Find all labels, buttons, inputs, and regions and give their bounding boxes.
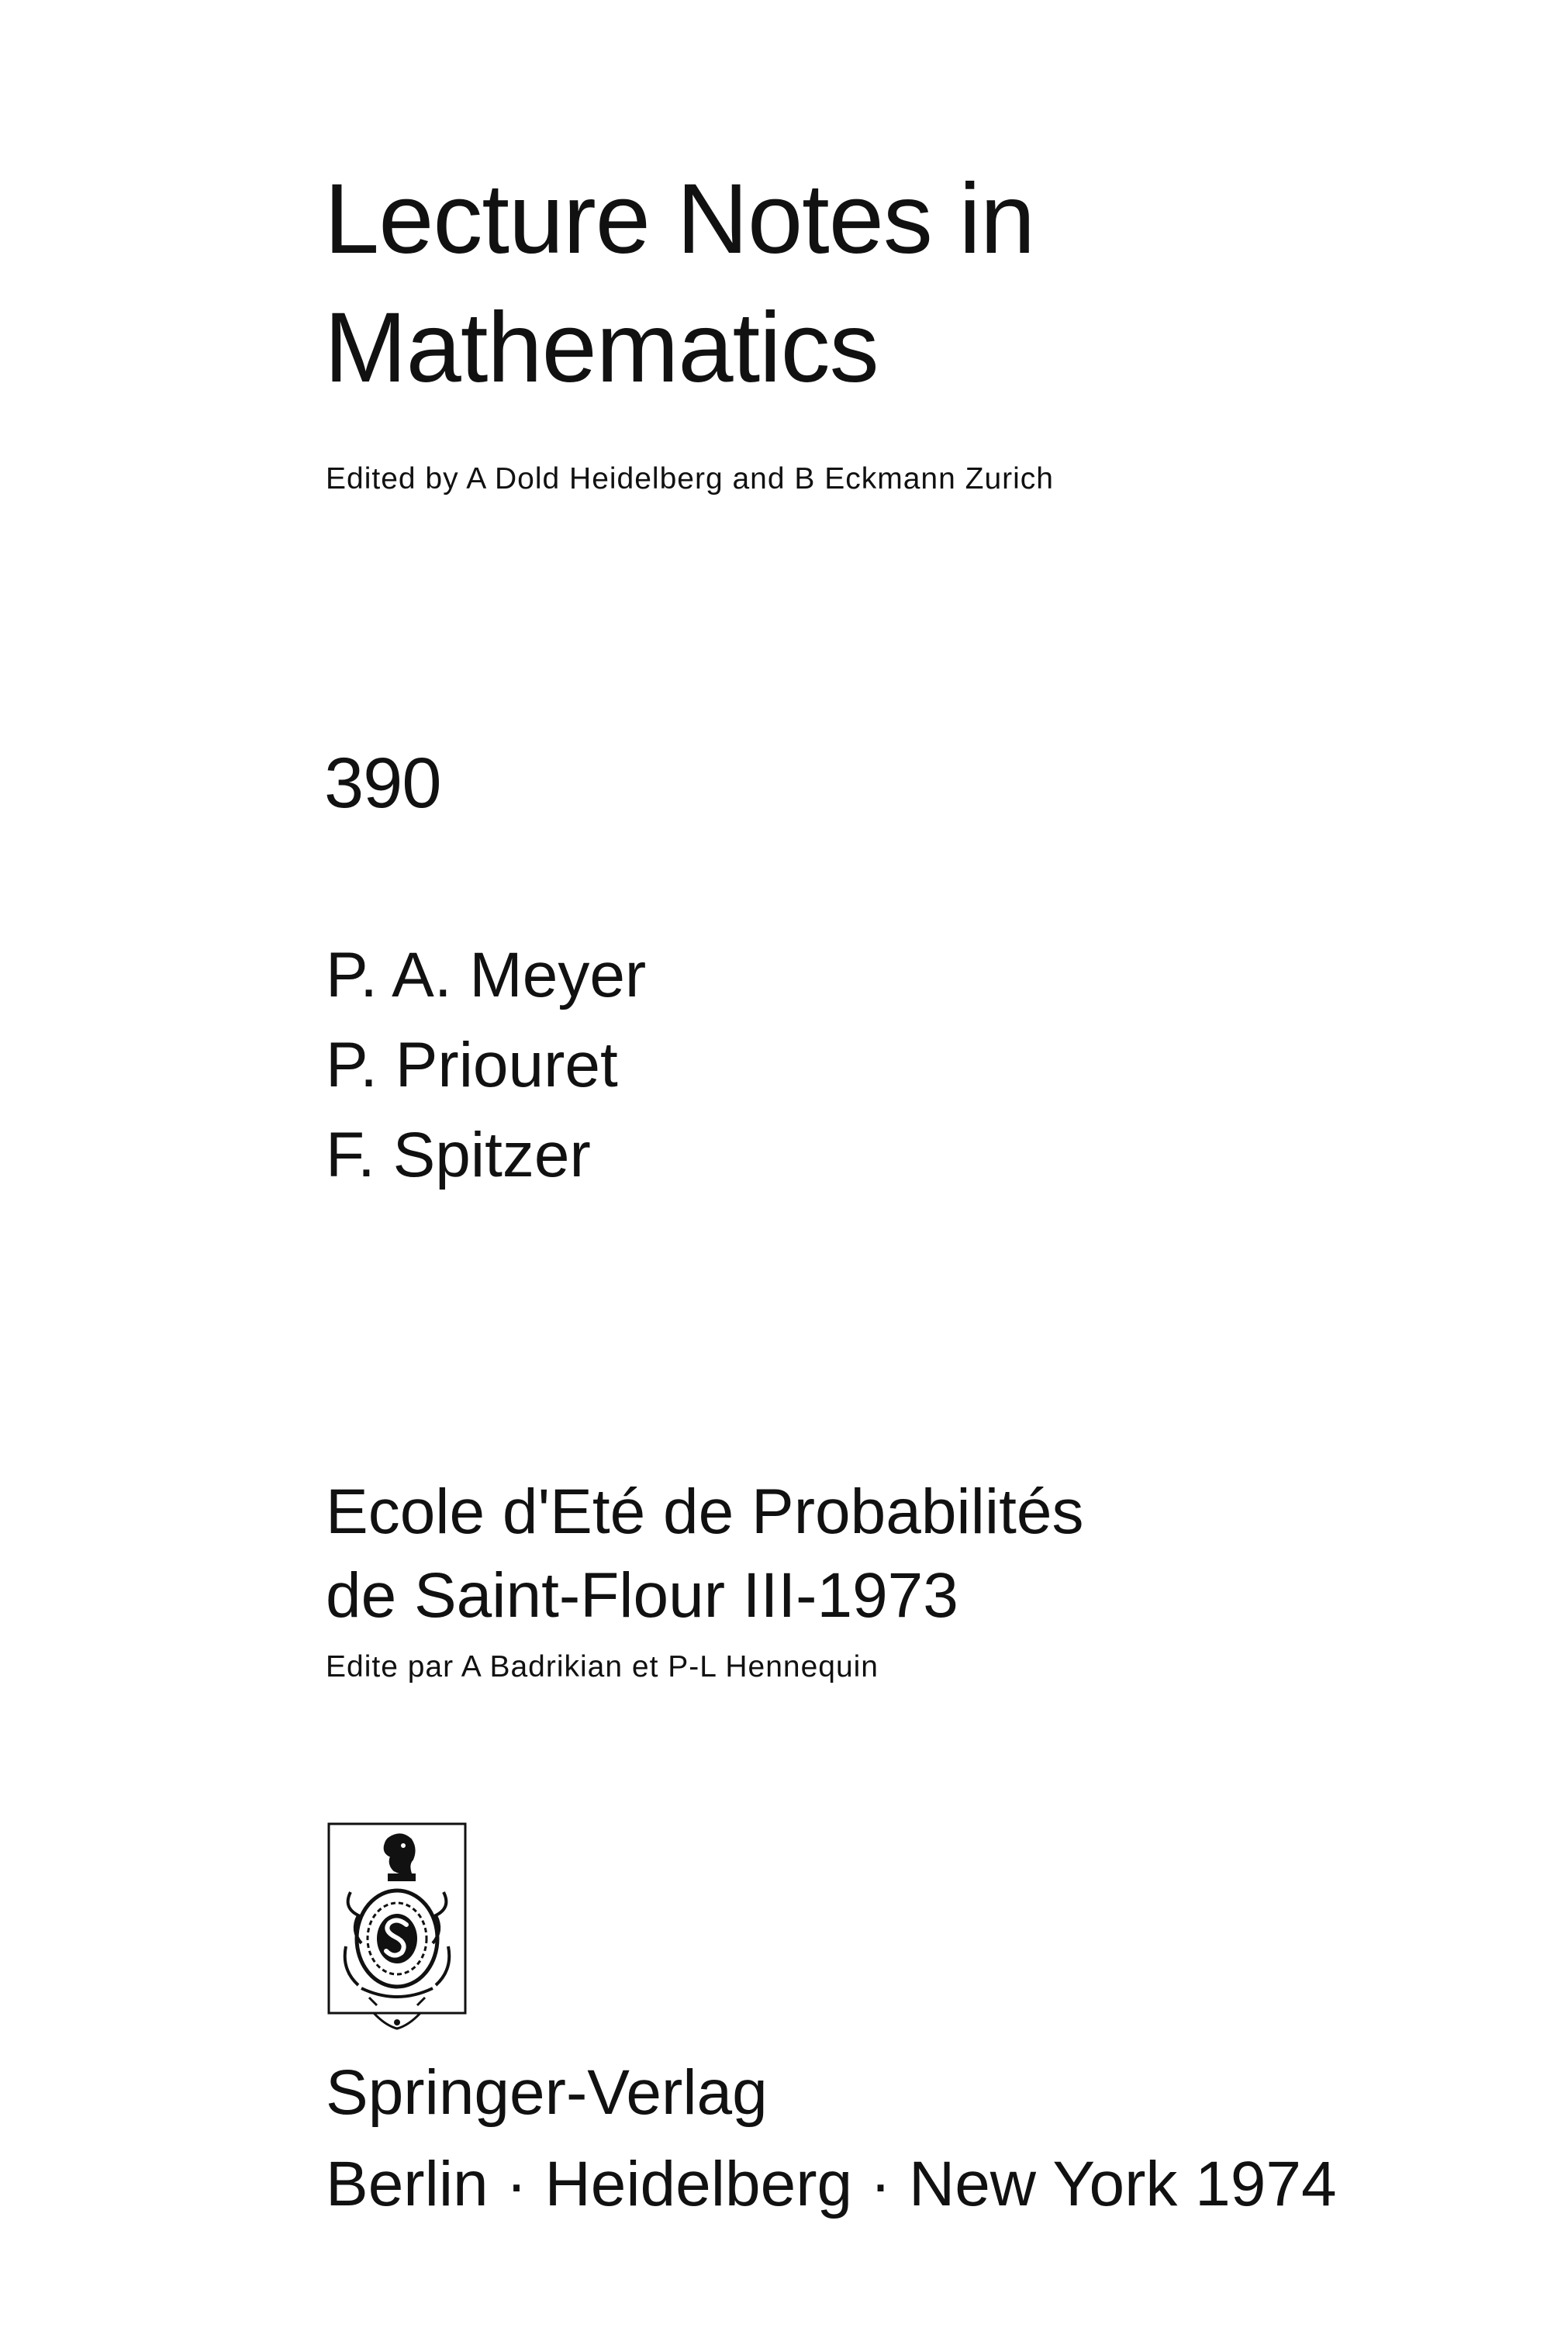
volume-number: 390 — [324, 744, 441, 823]
volume-editors: Edite par A Badrikian et P-L Hennequin — [326, 1650, 879, 1684]
series-title-line-2: Mathematics — [324, 292, 879, 403]
book-title — [326, 1470, 1083, 1638]
publisher-cities-year: Berlin · Heidelberg · New York 1974 — [326, 2149, 1337, 2219]
publisher-block — [326, 2047, 1337, 2230]
author-name: P. A. Meyer — [326, 940, 647, 1010]
series-title-line-1: Lecture Notes in — [324, 164, 1035, 275]
book-title-line-2: de Saint-Flour III-1973 — [326, 1560, 958, 1631]
author-name: F. Spitzer — [326, 1120, 591, 1190]
author-name: P. Priouret — [326, 1030, 618, 1100]
publisher-name: Springer-Verlag — [326, 2057, 768, 2128]
springer-knight-logo-icon — [327, 1822, 467, 2032]
author-list — [326, 931, 646, 1200]
book-title-line-1: Ecole d'Eté de Probabilités — [326, 1476, 1084, 1547]
series-editors: Edited by A Dold Heidelberg and B Eckmann Zurich — [326, 462, 1055, 496]
series-title — [324, 155, 1034, 413]
